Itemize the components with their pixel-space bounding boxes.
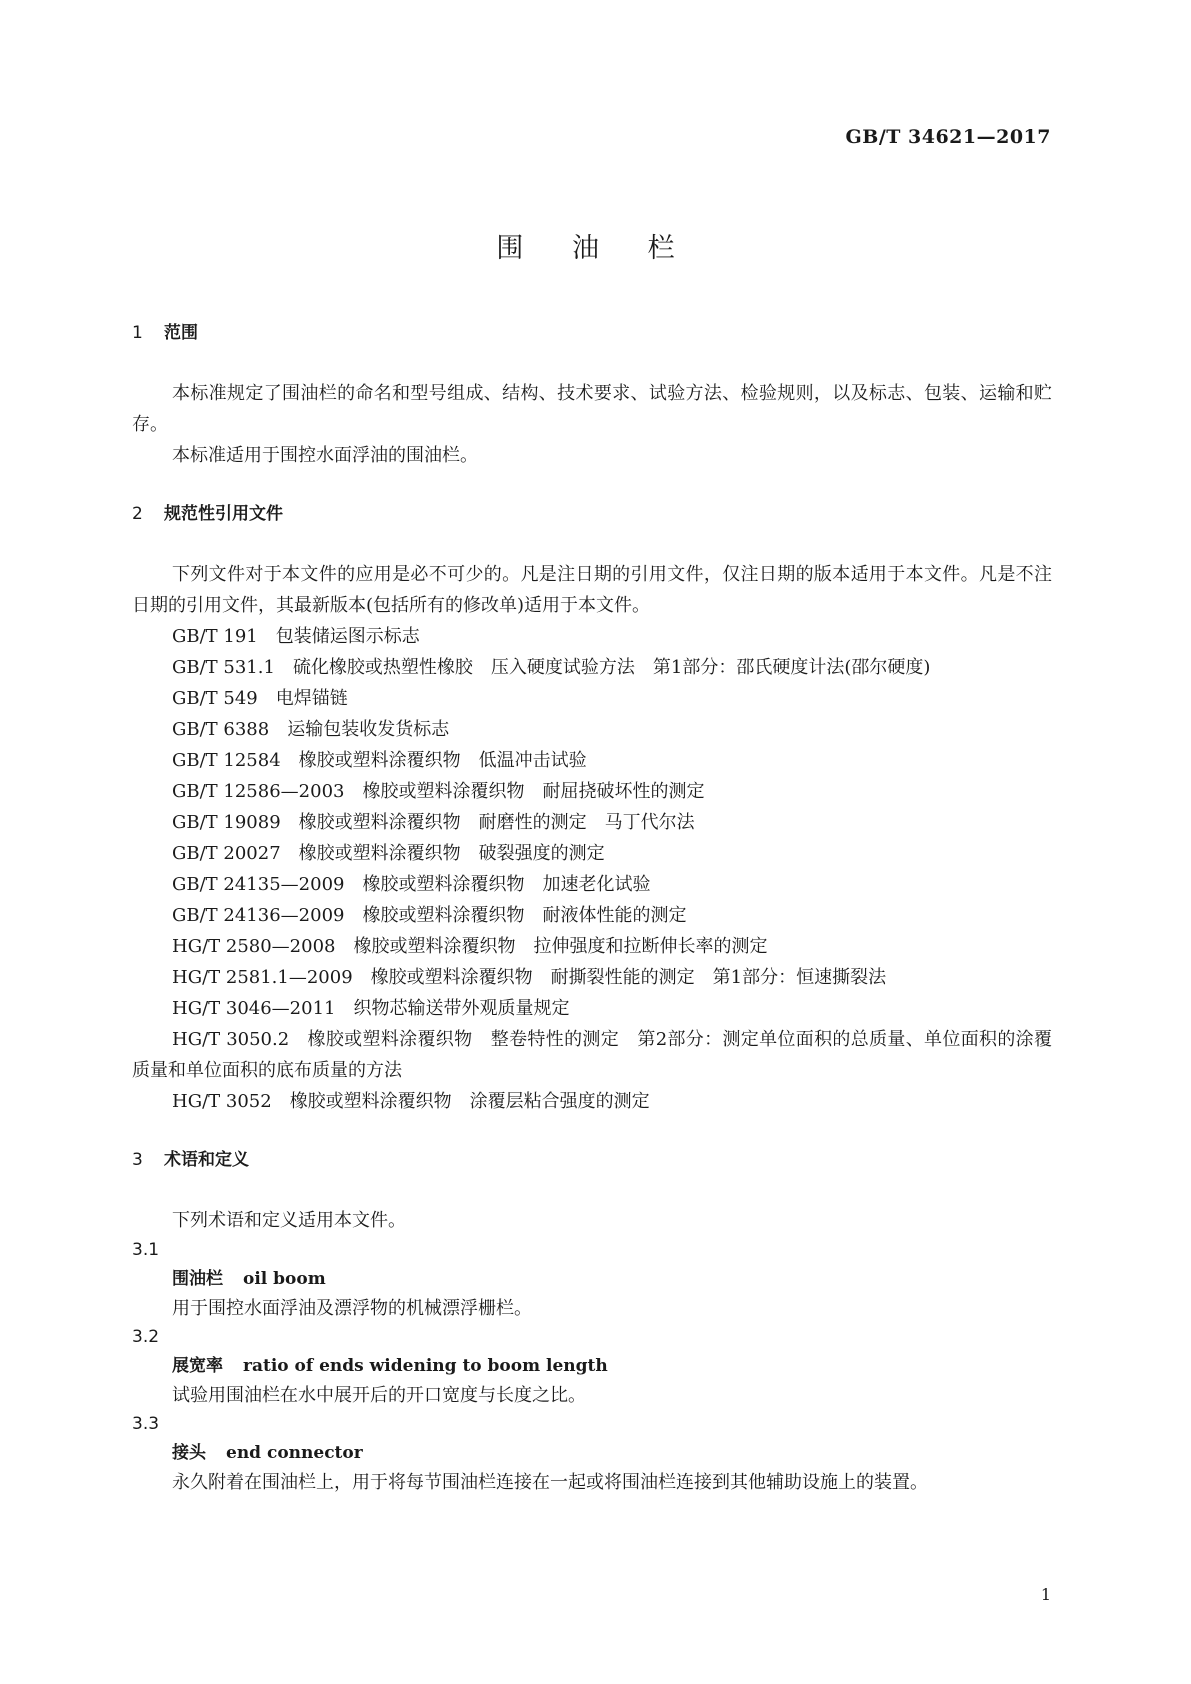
term-zh: 围油栏 bbox=[172, 1269, 223, 1289]
reference-code: GB/T 12586—2003 bbox=[172, 781, 345, 802]
term-number: 3.1 bbox=[132, 1240, 160, 1260]
term-number: 3.2 bbox=[132, 1327, 160, 1347]
reference-code: GB/T 6388 bbox=[172, 719, 270, 740]
reference-item bbox=[132, 1024, 1052, 1086]
reference-item bbox=[132, 776, 1052, 807]
reference-title: 橡胶或塑料涂覆织物 耐撕裂性能的测定 第1部分：恒速撕裂法 bbox=[370, 967, 887, 988]
reference-code: GB/T 549 bbox=[172, 688, 258, 709]
term-definition: 用于围控水面浮油及漂浮物的机械漂浮栅栏。 bbox=[172, 1298, 532, 1319]
reference-title: 运输包装收发货标志 bbox=[287, 719, 450, 740]
term-en: oil boom bbox=[243, 1269, 326, 1289]
term-definition: 永久附着在围油栏上，用于将每节围油栏连接在一起或将围油栏连接到其他辅助设施上的装置。 bbox=[172, 1472, 928, 1493]
term-en: ratio of ends widening to boom length bbox=[243, 1356, 608, 1376]
reference-title: 橡胶或塑料涂覆织物 破裂强度的测定 bbox=[298, 843, 605, 864]
reference-code: GB/T 531.1 bbox=[172, 657, 275, 678]
term-zh: 展宽率 bbox=[172, 1356, 223, 1376]
reference-title: 橡胶或塑料涂覆织物 耐屈挠破坏性的测定 bbox=[362, 781, 705, 802]
paragraph: 本标准适用于围控水面浮油的围油栏。 bbox=[172, 445, 478, 466]
reference-title: 橡胶或塑料涂覆织物 加速老化试验 bbox=[362, 874, 651, 895]
reference-item bbox=[132, 838, 1052, 869]
reference-title: 织物芯输送带外观质量规定 bbox=[353, 998, 570, 1019]
reference-item bbox=[132, 714, 1052, 745]
page-number: 1 bbox=[1040, 1585, 1051, 1604]
reference-code: HG/T 3050.2 bbox=[172, 1029, 290, 1050]
reference-title: 橡胶或塑料涂覆织物 拉伸强度和拉断伸长率的测定 bbox=[353, 936, 768, 957]
section-title: 术语和定义 bbox=[164, 1150, 249, 1170]
term-entry bbox=[132, 1439, 1052, 1468]
reference-item bbox=[132, 1086, 1052, 1117]
reference-title: 电焊锚链 bbox=[275, 688, 348, 709]
section-number: 3 bbox=[132, 1150, 143, 1170]
section-title: 范围 bbox=[164, 323, 198, 343]
paragraph: 下列文件对于本文件的应用是必不可少的。凡是注日期的引用文件，仅注日期的版本适用于本文件。凡是不注日期的引用文件，其最新版本(包括所有的修改单)适用于本文件。 bbox=[132, 564, 1052, 616]
section-heading-scope bbox=[132, 318, 1052, 348]
reference-code: GB/T 24136—2009 bbox=[172, 905, 345, 926]
reference-code: GB/T 12584 bbox=[172, 750, 281, 771]
reference-item bbox=[132, 683, 1052, 714]
reference-item bbox=[132, 621, 1052, 652]
reference-title: 橡胶或塑料涂覆织物 整卷特性的测定 第2部分：测定单位面积的总质量、单位面积的涂覆质量和单位面积的底布质量的方法 bbox=[132, 1029, 1052, 1081]
reference-code: GB/T 191 bbox=[172, 626, 258, 647]
term-en: end connector bbox=[226, 1443, 363, 1463]
term-entry bbox=[132, 1265, 1052, 1294]
reference-title: 硫化橡胶或热塑性橡胶 压入硬度试验方法 第1部分：邵氏硬度计法(邵尔硬度) bbox=[292, 657, 931, 678]
reference-item bbox=[132, 931, 1052, 962]
reference-title: 橡胶或塑料涂覆织物 低温冲击试验 bbox=[298, 750, 587, 771]
section-number: 1 bbox=[132, 323, 143, 343]
term-number: 3.3 bbox=[132, 1414, 160, 1434]
reference-item bbox=[132, 745, 1052, 776]
document-body bbox=[132, 318, 1052, 1497]
reference-code: HG/T 2580—2008 bbox=[172, 936, 336, 957]
reference-code: GB/T 19089 bbox=[172, 812, 281, 833]
section-heading-normative-references bbox=[132, 499, 1052, 529]
standard-number: GB/T 34621—2017 bbox=[845, 126, 1051, 148]
reference-item bbox=[132, 652, 1052, 683]
reference-item bbox=[132, 962, 1052, 993]
reference-code: GB/T 20027 bbox=[172, 843, 281, 864]
reference-code: HG/T 3052 bbox=[172, 1091, 272, 1112]
paragraph: 本标准规定了围油栏的命名和型号组成、结构、技术要求、试验方法、检验规则，以及标志、包装、运输和贮存。 bbox=[132, 383, 1052, 435]
reference-item bbox=[132, 807, 1052, 838]
term-zh: 接头 bbox=[172, 1443, 206, 1463]
term-definition: 试验用围油栏在水中展开后的开口宽度与长度之比。 bbox=[172, 1385, 586, 1406]
document-title: 围 油 栏 bbox=[496, 233, 695, 264]
reference-item bbox=[132, 869, 1052, 900]
reference-title: 包装储运图示标志 bbox=[275, 626, 420, 647]
section-heading-terms-definitions bbox=[132, 1145, 1052, 1175]
term-entry bbox=[132, 1352, 1052, 1381]
reference-item bbox=[132, 900, 1052, 931]
reference-title: 橡胶或塑料涂覆织物 涂覆层粘合强度的测定 bbox=[289, 1091, 650, 1112]
reference-code: HG/T 2581.1—2009 bbox=[172, 967, 353, 988]
section-number: 2 bbox=[132, 504, 143, 524]
section-title: 规范性引用文件 bbox=[164, 504, 283, 524]
paragraph: 下列术语和定义适用本文件。 bbox=[172, 1210, 406, 1231]
reference-title: 橡胶或塑料涂覆织物 耐磨性的测定 马丁代尔法 bbox=[298, 812, 695, 833]
reference-title: 橡胶或塑料涂覆织物 耐液体性能的测定 bbox=[362, 905, 687, 926]
reference-list bbox=[132, 621, 1052, 1117]
reference-item bbox=[132, 993, 1052, 1024]
reference-code: HG/T 3046—2011 bbox=[172, 998, 336, 1019]
reference-code: GB/T 24135—2009 bbox=[172, 874, 345, 895]
